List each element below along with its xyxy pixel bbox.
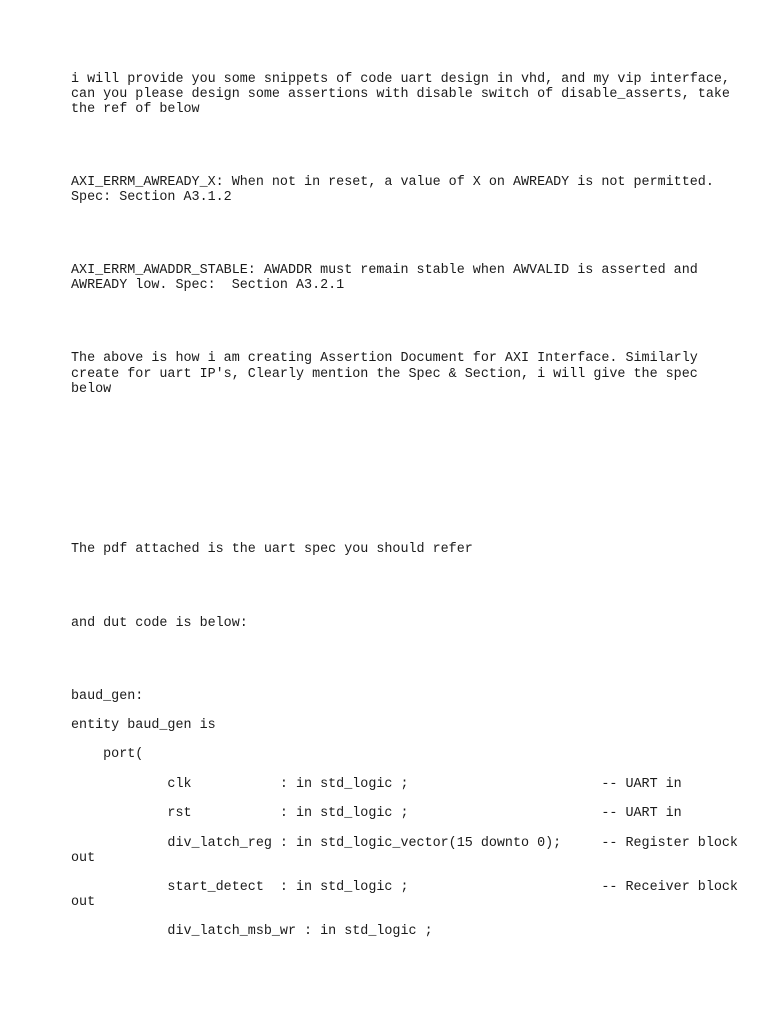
awaddr-stable-line-2: AWREADY low. Spec: Section A3.2.1 bbox=[71, 278, 345, 293]
port-start-detect-line: start_detect : in std_logic ; -- Receiver block bbox=[71, 880, 738, 895]
above-line-1: The above is how i am creating Assertion Document for AXI Interface. Similarly bbox=[71, 351, 698, 366]
port-rst-line: rst : in std_logic ; -- UART in bbox=[71, 806, 682, 821]
awready-x-line-1: AXI_ERRM_AWREADY_X: When not in reset, a value of X on AWREADY is not permitted. bbox=[71, 175, 714, 190]
port-clk-line: clk : in std_logic ; -- UART in bbox=[71, 777, 682, 792]
awready-x-line-2: Spec: Section A3.1.2 bbox=[71, 190, 232, 205]
port-start-detect-wrap: out bbox=[71, 895, 96, 910]
baud-gen-label: baud_gen: bbox=[71, 689, 144, 704]
intro-line-3: the ref of below bbox=[71, 102, 200, 117]
above-line-3: below bbox=[71, 382, 112, 397]
above-line-2: create for uart IP's, Clearly mention the Spec & Section, i will give the spec bbox=[71, 367, 698, 382]
entity-line: entity baud_gen is bbox=[71, 718, 216, 733]
port-div-latch-reg-wrap: out bbox=[71, 851, 96, 866]
port-div-latch-reg-line: div_latch_reg : in std_logic_vector(15 downto 0); -- Register block bbox=[71, 836, 738, 851]
port-div-latch-msb-wr-line: div_latch_msb_wr : in std_logic ; bbox=[71, 924, 433, 939]
intro-line-1: i will provide you some snippets of code uart design in vhd, and my vip interface, bbox=[71, 72, 730, 87]
awaddr-stable-line-1: AXI_ERRM_AWADDR_STABLE: AWADDR must remain stable when AWVALID is asserted and bbox=[71, 263, 698, 278]
pdf-line: The pdf attached is the uart spec you should refer bbox=[71, 542, 473, 557]
port-line: port( bbox=[71, 747, 144, 762]
dut-code-line: and dut code is below: bbox=[71, 616, 248, 631]
intro-line-2: can you please design some assertions with disable switch of disable_asserts, take bbox=[71, 87, 730, 102]
